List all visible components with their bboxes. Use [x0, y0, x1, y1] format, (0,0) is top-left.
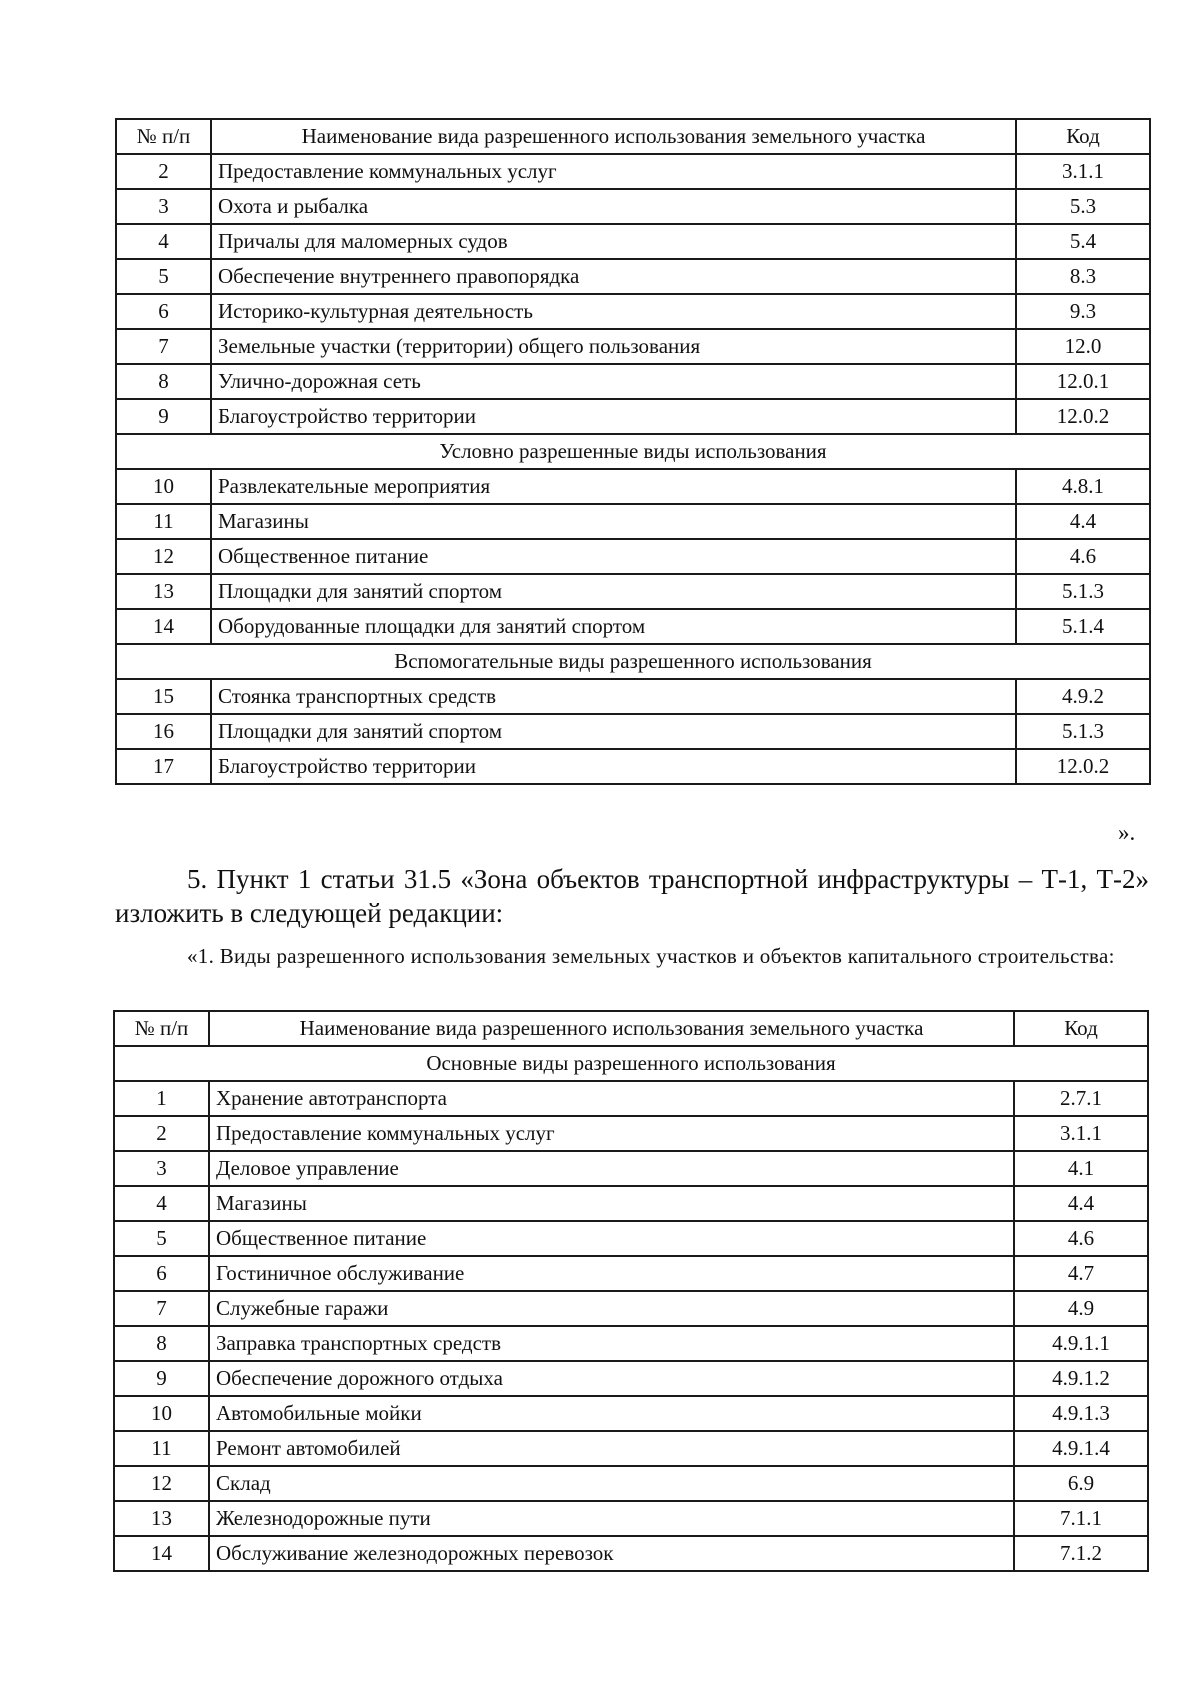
row-number: 12 [114, 1466, 209, 1501]
row-code: 5.1.4 [1016, 609, 1150, 644]
row-number: 2 [114, 1116, 209, 1151]
row-code: 4.9.1.3 [1014, 1396, 1148, 1431]
row-number: 13 [116, 574, 211, 609]
table-row [116, 259, 1150, 294]
row-code: 5.1.3 [1016, 714, 1150, 749]
row-code: 7.1.1 [1014, 1501, 1148, 1536]
row-code: 3.1.1 [1014, 1116, 1148, 1151]
amendment-paragraph-5: 5. Пункт 1 статьи 31.5 «Зона объектов транспортной инфраструктуры – Т-1, Т-2» изложить в следующей редакции: [115, 864, 1149, 928]
table-row [116, 539, 1150, 574]
row-name: Охота и рыбалка [211, 189, 1016, 224]
row-code: 4.6 [1016, 539, 1150, 574]
row-code: 4.9.1.1 [1014, 1326, 1148, 1361]
row-name: Железнодорожные пути [209, 1501, 1014, 1536]
table-row [114, 1221, 1148, 1256]
row-number: 7 [114, 1291, 209, 1326]
row-code: 4.9.1.4 [1014, 1431, 1148, 1466]
row-code: 4.4 [1014, 1186, 1148, 1221]
section-title: Вспомогательные виды разрешенного использования [116, 644, 1150, 679]
table-row [116, 364, 1150, 399]
table-row [116, 469, 1150, 504]
row-name: Улично-дорожная сеть [211, 364, 1016, 399]
table-row [116, 154, 1150, 189]
table-row [116, 749, 1150, 784]
table-row [114, 1431, 1148, 1466]
header-name: Наименование вида разрешенного использования земельного участка [209, 1011, 1014, 1046]
table-row [116, 329, 1150, 364]
table-row [114, 1466, 1148, 1501]
closing-quote-mark: ». [1118, 820, 1136, 845]
table-row [114, 1361, 1148, 1396]
table-row [114, 1536, 1148, 1571]
row-number: 7 [116, 329, 211, 364]
table-row [114, 1291, 1148, 1326]
table-row [116, 714, 1150, 749]
row-name: Предоставление коммунальных услуг [209, 1116, 1014, 1151]
row-code: 4.4 [1016, 504, 1150, 539]
row-code: 4.8.1 [1016, 469, 1150, 504]
table-row [116, 294, 1150, 329]
row-name: Оборудованные площадки для занятий спортом [211, 609, 1016, 644]
row-name: Стоянка транспортных средств [211, 679, 1016, 714]
row-name: Обеспечение внутреннего правопорядка [211, 259, 1016, 294]
row-number: 8 [114, 1326, 209, 1361]
table-row [114, 1186, 1148, 1221]
row-number: 5 [116, 259, 211, 294]
section-title: Основные виды разрешенного использования [114, 1046, 1148, 1081]
row-number: 9 [114, 1361, 209, 1396]
row-name: Хранение автотранспорта [209, 1081, 1014, 1116]
row-code: 4.9.1.2 [1014, 1361, 1148, 1396]
table-row [114, 1256, 1148, 1291]
row-number: 10 [116, 469, 211, 504]
row-name: Служебные гаражи [209, 1291, 1014, 1326]
row-code: 12.0.1 [1016, 364, 1150, 399]
row-number: 11 [114, 1431, 209, 1466]
table-row [114, 1396, 1148, 1431]
table-header-row [114, 1011, 1148, 1046]
row-name: Площадки для занятий спортом [211, 714, 1016, 749]
row-name: Общественное питание [209, 1221, 1014, 1256]
header-code: Код [1016, 119, 1150, 154]
table-row [114, 1081, 1148, 1116]
row-code: 12.0.2 [1016, 399, 1150, 434]
land-use-table-1 [115, 118, 1151, 785]
row-number: 12 [116, 539, 211, 574]
row-number: 17 [116, 749, 211, 784]
row-number: 2 [116, 154, 211, 189]
table-row [114, 1116, 1148, 1151]
row-name: Ремонт автомобилей [209, 1431, 1014, 1466]
table-row [116, 399, 1150, 434]
row-code: 2.7.1 [1014, 1081, 1148, 1116]
row-number: 4 [114, 1186, 209, 1221]
row-name: Гостиничное обслуживание [209, 1256, 1014, 1291]
row-name: Предоставление коммунальных услуг [211, 154, 1016, 189]
row-number: 3 [116, 189, 211, 224]
row-code: 4.6 [1014, 1221, 1148, 1256]
table-row [114, 1501, 1148, 1536]
row-name: Земельные участки (территории) общего пользования [211, 329, 1016, 364]
row-number: 4 [116, 224, 211, 259]
table-row [114, 1151, 1148, 1186]
row-name: Причалы для маломерных судов [211, 224, 1016, 259]
table-2-body [114, 1011, 1148, 1571]
table-row [116, 189, 1150, 224]
row-code: 4.1 [1014, 1151, 1148, 1186]
table-row [116, 609, 1150, 644]
row-number: 9 [116, 399, 211, 434]
land-use-table-2 [113, 1010, 1149, 1572]
row-number: 13 [114, 1501, 209, 1536]
header-code: Код [1014, 1011, 1148, 1046]
table-row [116, 224, 1150, 259]
row-number: 10 [114, 1396, 209, 1431]
row-number: 3 [114, 1151, 209, 1186]
row-number: 14 [116, 609, 211, 644]
row-code: 4.9.2 [1016, 679, 1150, 714]
table-row [116, 574, 1150, 609]
row-name: Развлекательные мероприятия [211, 469, 1016, 504]
row-name: Деловое управление [209, 1151, 1014, 1186]
row-code: 4.9 [1014, 1291, 1148, 1326]
section-title: Условно разрешенные виды использования [116, 434, 1150, 469]
header-num: № п/п [114, 1011, 209, 1046]
row-code: 8.3 [1016, 259, 1150, 294]
row-code: 5.1.3 [1016, 574, 1150, 609]
header-num: № п/п [116, 119, 211, 154]
row-name: Магазины [211, 504, 1016, 539]
row-code: 3.1.1 [1016, 154, 1150, 189]
section-header-row [116, 434, 1150, 469]
section-header-row [114, 1046, 1148, 1081]
row-number: 6 [114, 1256, 209, 1291]
row-code: 7.1.2 [1014, 1536, 1148, 1571]
row-number: 15 [116, 679, 211, 714]
row-name: Заправка транспортных средств [209, 1326, 1014, 1361]
row-code: 5.3 [1016, 189, 1150, 224]
table-header-row [116, 119, 1150, 154]
row-code: 5.4 [1016, 224, 1150, 259]
row-name: Благоустройство территории [211, 749, 1016, 784]
row-number: 5 [114, 1221, 209, 1256]
row-number: 14 [114, 1536, 209, 1571]
row-number: 1 [114, 1081, 209, 1116]
row-number: 16 [116, 714, 211, 749]
section-header-row [116, 644, 1150, 679]
table-row [114, 1326, 1148, 1361]
row-name: Общественное питание [211, 539, 1016, 574]
row-name: Обслуживание железнодорожных перевозок [209, 1536, 1014, 1571]
header-name: Наименование вида разрешенного использования земельного участка [211, 119, 1016, 154]
row-name: Благоустройство территории [211, 399, 1016, 434]
row-name: Автомобильные мойки [209, 1396, 1014, 1431]
table-1-body [116, 119, 1150, 784]
row-number: 8 [116, 364, 211, 399]
row-code: 12.0.2 [1016, 749, 1150, 784]
row-name: Историко-культурная деятельность [211, 294, 1016, 329]
row-code: 9.3 [1016, 294, 1150, 329]
row-code: 4.7 [1014, 1256, 1148, 1291]
row-code: 6.9 [1014, 1466, 1148, 1501]
row-name: Магазины [209, 1186, 1014, 1221]
row-number: 11 [116, 504, 211, 539]
row-name: Склад [209, 1466, 1014, 1501]
table-row [116, 504, 1150, 539]
row-number: 6 [116, 294, 211, 329]
row-name: Площадки для занятий спортом [211, 574, 1016, 609]
row-code: 12.0 [1016, 329, 1150, 364]
land-use-types-intro: «1. Виды разрешенного использования земельных участков и объектов капитального строительства: [187, 944, 1115, 968]
row-name: Обеспечение дорожного отдыха [209, 1361, 1014, 1396]
table-row [116, 679, 1150, 714]
